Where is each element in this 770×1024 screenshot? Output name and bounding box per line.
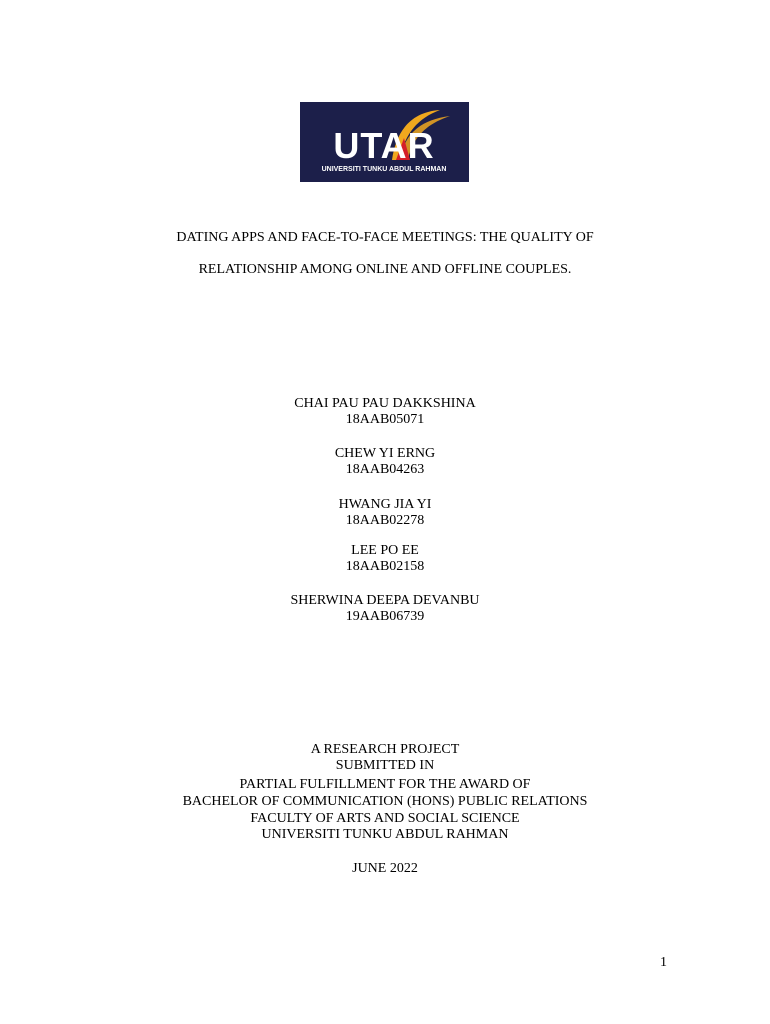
logo-wordmark: UTAR <box>333 125 435 166</box>
logo-subtitle: UNIVERSITI TUNKU ABDUL RAHMAN <box>321 166 447 173</box>
author-name: SHERWINA DEEPA DEVANBU <box>290 593 480 608</box>
submission-line-1: A RESEARCH PROJECT <box>310 742 460 757</box>
author-name: CHAI PAU PAU DAKKSHINA <box>294 396 476 411</box>
author-id: 18AAB02158 <box>345 559 425 574</box>
university-name: UNIVERSITI TUNKU ABDUL RAHMAN <box>261 827 509 842</box>
document-title-line-1: DATING APPS AND FACE-TO-FACE MEETINGS: THE QUALITY OF <box>176 230 594 245</box>
author-name: CHEW YI ERNG <box>334 446 436 461</box>
utar-logo-graphic <box>300 102 469 182</box>
author-name: HWANG JIA YI <box>338 497 432 512</box>
author-id: 18AAB05071 <box>345 412 425 427</box>
page-number: 1 <box>660 955 667 970</box>
submission-date: JUNE 2022 <box>352 861 418 876</box>
faculty-name: FACULTY OF ARTS AND SOCIAL SCIENCE <box>250 811 520 826</box>
author-id: 18AAB02278 <box>345 513 425 528</box>
utar-logo <box>300 102 469 182</box>
degree-name: BACHELOR OF COMMUNICATION (HONS) PUBLIC RELATIONS <box>182 794 588 809</box>
submission-line-3: PARTIAL FULFILLMENT FOR THE AWARD OF <box>239 777 531 792</box>
document-title-line-2: RELATIONSHIP AMONG ONLINE AND OFFLINE COUPLES. <box>198 262 572 277</box>
author-id: 18AAB04263 <box>345 462 425 477</box>
author-id: 19AAB06739 <box>345 609 425 624</box>
author-name: LEE PO EE <box>351 543 419 558</box>
submission-line-2: SUBMITTED IN <box>335 758 435 773</box>
